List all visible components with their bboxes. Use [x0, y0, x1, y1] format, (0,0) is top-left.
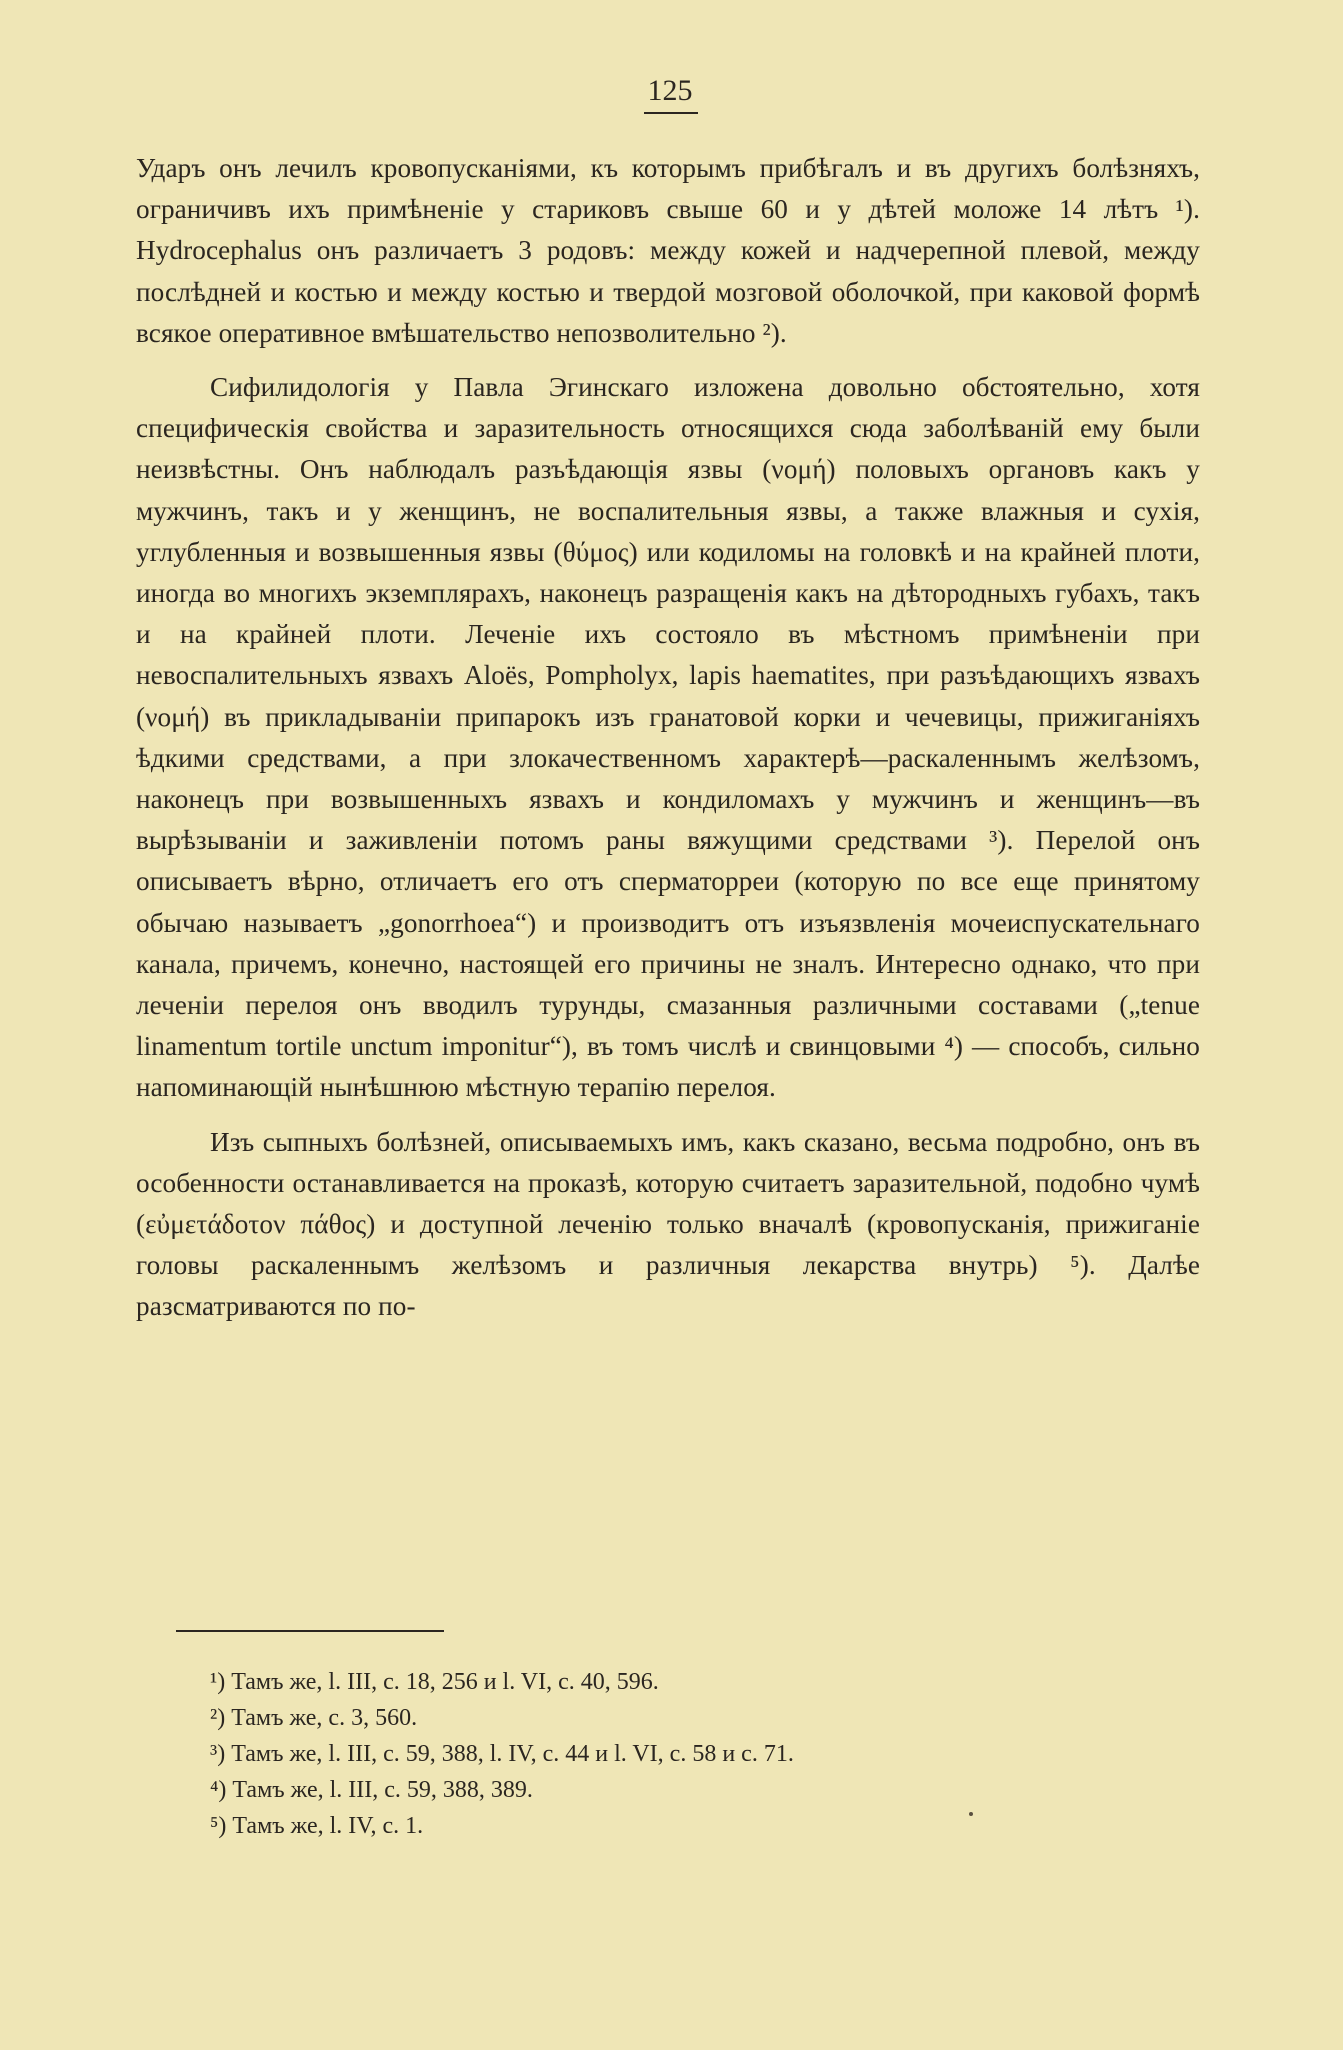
footnote-1: ¹) Тамъ же, l. III, c. 18, 256 и l. VI, c. 40, 596.	[210, 1669, 659, 1695]
footnote-2: ²) Тамъ же, с. 3, 560.	[210, 1705, 418, 1731]
body-text	[136, 148, 1200, 1341]
page-number-underline	[644, 112, 698, 114]
footnote-3: ³) Тамъ же, l. III, c. 59, 388, l. IV, c. 44 и l. VI, c. 58 и с. 71.	[210, 1741, 794, 1767]
footnote-5: ⁵) Тамъ же, l. IV, c. 1.	[210, 1813, 424, 1839]
footnote-separator	[176, 1630, 444, 1632]
paper-spot	[969, 1812, 973, 1816]
footnote-4: ⁴) Тамъ же, l. III, c. 59, 388, 389.	[210, 1777, 533, 1803]
paragraph-stroke: Ударъ онъ лечилъ кровопусканіями, къ которымъ прибѣгалъ и въ другихъ болѣзняхъ, ограничивъ ихъ примѣненіе у стариковъ свыше 60 и у дѣтей моложе 14 лѣтъ ¹). Hydrocephalus онъ различаетъ 3 родовъ: между кожей и надчерепной плевой, между послѣдней и костью и между костью и твердой мозговой оболочкой, при каковой формѣ всякое оперативное вмѣшательство непозволительно ²).	[136, 153, 1200, 348]
footnotes	[210, 1664, 1010, 1844]
paragraph-skin-diseases: Изъ сыпныхъ болѣзней, описываемыхъ имъ, какъ сказано, весьма подробно, онъ въ особенности останавливается на проказѣ, которую считаетъ заразительной, подобно чумѣ (εὐμετάδοτον πάθος) и доступной леченію только вначалѣ (кровопусканія, прижиганіе головы раскаленнымъ желѣзомъ и различныя лекарства внутрь) ⁵). Далѣе разсматриваются по по-	[136, 1126, 1200, 1322]
paragraph-syphilidology: Сифилидологія у Павла Эгинскаго изложена довольно обстоятельно, хотя специфическія свойства и заразительность относящихся сюда заболѣваній ему были неизвѣстны. Онъ наблюдалъ разъѣдающія язвы (νομή) половыхъ органовъ какъ у мужчинъ, такъ и у женщинъ, не воспалительныя язвы, а также влажныя и сухія, углубленныя и возвышенныя язвы (θύμος) или кодиломы на головкѣ и на крайней плоти, иногда во многихъ экземплярахъ, наконецъ разращенія какъ на дѣтородныхъ губахъ, такъ и на крайней плоти. Леченіе ихъ состояло въ мѣстномъ примѣненіи при невоспалительныхъ язвахъ Aloës, Pompholyx, lapis haematites, при разъѣдающихъ язвахъ (νομή) въ прикладываніи припарокъ изъ гранатовой корки и чечевицы, прижиганіяхъ ѣдкими средствами, а при злокачественномъ характерѣ—раскаленнымъ желѣзомъ, наконецъ при возвышенныхъ язвахъ и кондиломахъ у мужчинъ и женщинъ—въ вырѣзываніи и заживленіи потомъ раны вяжущими средствами ³). Перелой онъ описываетъ вѣрно, отличаетъ его отъ сперматорреи (которую по все еще принятому обычаю называетъ „gonorrhoea“) и производитъ отъ изъязвленія мочеиспускательнаго канала, причемъ, конечно, настоящей его причины не зналъ. Интересно однако, что при леченіи перелоя онъ вводилъ турунды, смазанныя различными составами („tenue linamentum tortile unctum imponitur“), въ томъ числѣ и свинцовыми ⁴) — способъ, сильно напоминающій нынѣшнюю мѣстную терапію перелоя.	[136, 372, 1200, 1103]
page-number: 125	[647, 74, 693, 107]
